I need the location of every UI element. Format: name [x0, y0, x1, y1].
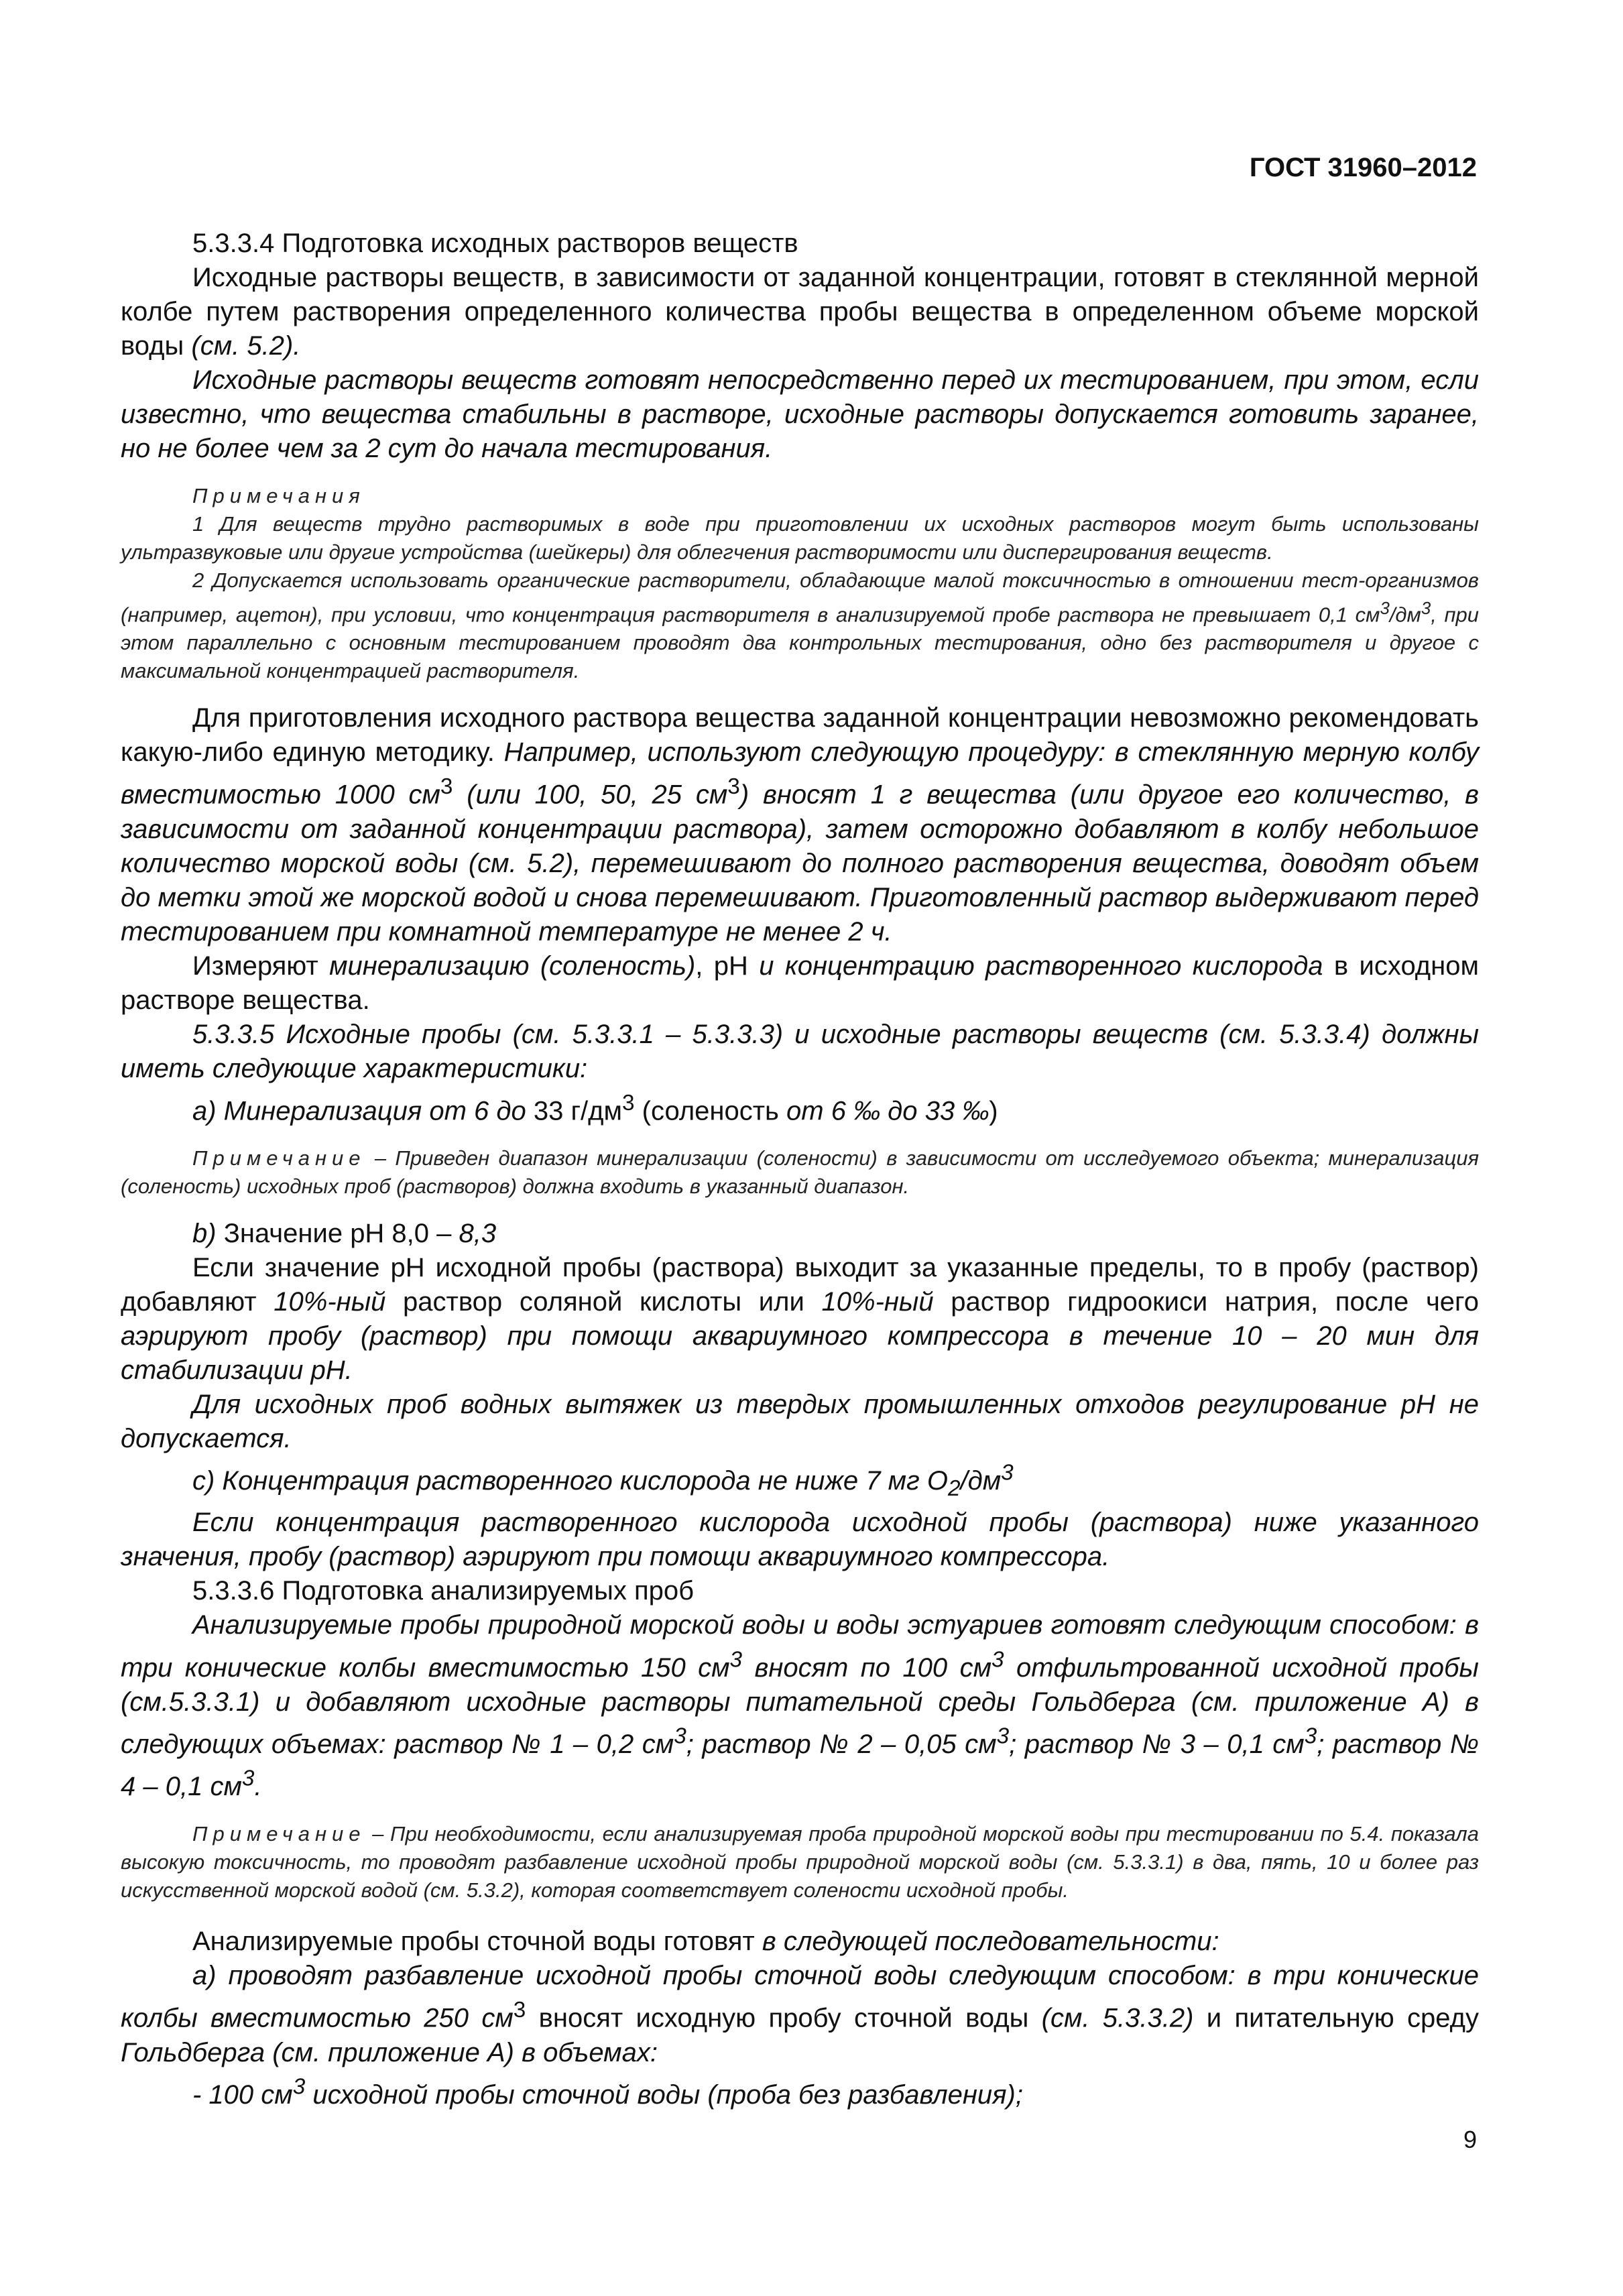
paragraph: Если концентрация растворенного кислорода исходной пробы (раствора) ниже указанного значения, пробу (раствор) аэрируют при помощи аквариумного компрессора. [121, 1508, 1479, 1572]
list-item: b) Значение pH 8,0 – 8,3 [192, 1218, 497, 1248]
note: Примечание – При необходимости, если анализируемая проба природной морской воды при тестировании по 5.4. показала высокую токсичность, то проводят разбавление исходной пробы природной морской воды (см. 5.3.3.1) в два, пять, 10 и более раз искусственной морской водой (см. 5.3.2), которая соответствует солености исходной пробы. [121, 1822, 1479, 1902]
notes-heading: Примечания [192, 484, 365, 507]
notes-block [121, 482, 1479, 685]
paragraph: Исходные растворы веществ, в зависимости от заданной концентрации, готовят в стеклянной мерной колбе путем растворения определенного количества пробы вещества в определенном объеме морской воды (см. 5.2). [121, 263, 1479, 361]
note-item: 1 Для веществ трудно растворимых в воде при приготовлении их исходных растворов могут быть использованы ультразвуковые или другие устройства (шейкеры) для облегчения растворимости или диспергирования веществ. [121, 512, 1479, 564]
section-title-5336: 5.3.3.6 Подготовка анализируемых проб [192, 1576, 695, 1606]
paragraph: Измеряют минерализацию (соленость), pH и концентрацию растворенного кислорода в исходном растворе вещества. [121, 951, 1479, 1015]
list-item: с) Концентрация растворенного кислорода не ниже 7 мг $O_2/дм^3$ [192, 1460, 1014, 1502]
paragraph: Для приготовления исходного раствора вещества заданной концентрации невозможно рекомендовать какую-либо единую методику. Например, используют следующую процедуру: в стеклянную мерную колбу вместимостью 1000 $см^3$ (или 100, 50, 25 $см^3$) вносят 1 г вещества (или другое его количество, в зависимости от заданной концентрации раствора), затем осторожно добавляют в колбу небольшое количество морской воды (см. 5.2), перемешивают до полного растворения вещества, доводят объем до метки этой же морской водой и снова перемешивают. Приготовленный раствор выдерживают перед тестированием при комнатной температуре не менее 2 ч. [121, 703, 1479, 947]
paragraph: Анализируемые пробы сточной воды готовят в следующей последовательности: [192, 1927, 1219, 1957]
page-number: 9 [1463, 2126, 1477, 2153]
note: Примечание – Приведен диапазон минерализации (солености) в зависимости от исследуемого объекта; минерализация (соленость) исходных проб (растворов) должна входить в указанный диапазон. [121, 1146, 1479, 1198]
section-title-5334: 5.3.3.4 Подготовка исходных растворов веществ [192, 229, 798, 258]
document-body [121, 227, 1479, 2112]
note-item: 2 Допускается использовать органические растворители, обладающие малой токсичностью в отношении тест-организмов (например, ацетон), при условии, что концентрация растворителя в анализируемой пробе раствора не превышает 0,1 $см^3/дм^3$, при этом параллельно с основным тестированием проводят два контрольных тестирования, одно без растворителя и другое с максимальной концентрацией растворителя. [121, 568, 1479, 683]
list-item: а) проводят разбавление исходной пробы сточной воды следующим способом: в три конические колбы вместимостью 250 $см^3$ вносят исходную пробу сточной воды (см. 5.3.3.2) и питательную среду Гольдберга (см. приложение А) в объемах: [121, 1961, 1480, 2067]
list-item: а) Минерализация от 6 до 33 $г/дм^3$ (соленость от 6 ‰ до 33 ‰) [192, 1090, 998, 1126]
paragraph: Исходные растворы веществ готовят непосредственно перед их тестированием, при этом, если известно, что вещества стабильны в растворе, исходные растворы допускается готовить заранее, но не более чем за 2 сут до начала тестирования. [121, 365, 1479, 463]
paragraph: Если значение pH исходной пробы (раствора) выходит за указанные пределы, то в пробу (раствор) добавляют 10%-ный раствор соляной кислоты или 10%-ный раствор гидроокиси натрия, после чего аэрируют пробу (раствор) при помощи аквариумного компрессора в течение 10 – 20 мин для стабилизации pH. [121, 1252, 1480, 1385]
document-code: ГОСТ 31960–2012 [1249, 153, 1477, 182]
list-item: - 100 $см^3$ исходной пробы сточной воды (проба без разбавления); [192, 2074, 1023, 2110]
paragraph: Для исходных проб водных вытяжек из твердых промышленных отходов регулирование pH не допускается. [121, 1389, 1479, 1453]
paragraph: Анализируемые пробы природной морской воды и воды эстуариев готовят следующим способом: в три конические колбы вместимостью 150 $см^3$ вносят по 100 $см^3$ отфильтрованной исходной пробы (см.5.3.3.1) и добавляют исходные растворы питательной среды Гольдберга (см. приложение А) в следующих объемах: раствор № 1 – 0,2 $см^3$; раствор № 2 – 0,05 $см^3$; раствор № 3 – 0,1 $см^3$; раствор № 4 – 0,1 $см^3$. [121, 1610, 1480, 1802]
section-5335: 5.3.3.5 Исходные пробы (см. 5.3.3.1 – 5.3.3.3) и исходные растворы веществ (см. 5.3.3.4) должны иметь следующие характеристики: [121, 1019, 1479, 1083]
